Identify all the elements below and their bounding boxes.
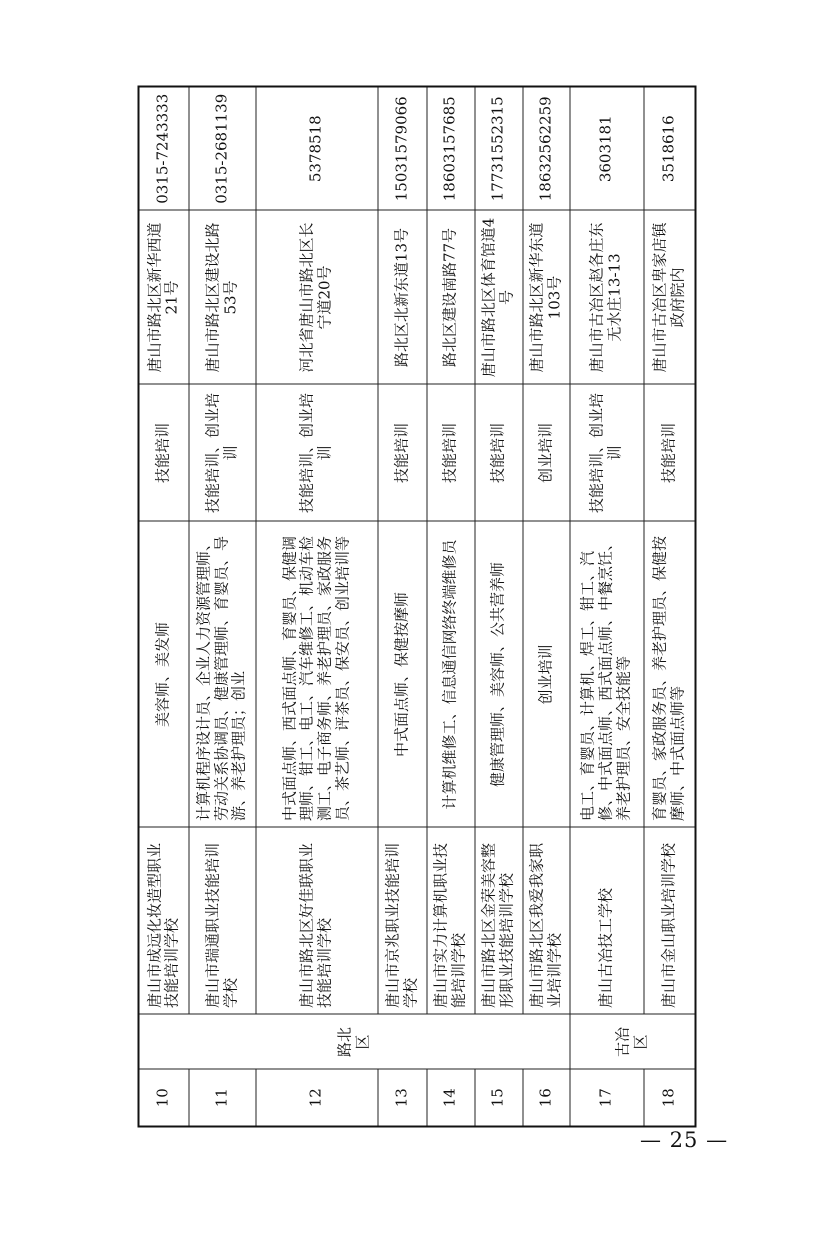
training-occupations: 健康管理师、美容师、公共营养师 [474,521,522,827]
table-row [188,86,255,1126]
table-row [522,86,569,1126]
training-occupations: 计算机程序设计员、企业人力资源管理师、劳动关系协调员、健康管理师、育婴员、导游、养老护理员；创业 [188,521,255,827]
training-institutions-table [137,85,696,1127]
phone-number: 18632562259 [522,86,569,210]
training-type: 技能培训 [426,384,474,521]
table-row [426,86,474,1126]
address: 路北区建设南路77号 [426,210,474,384]
phone-number: 17731552315 [474,86,522,210]
address: 唐山市路北区建设北路53号 [188,210,255,384]
training-occupations: 创业培训 [522,521,569,827]
training-type: 技能培训 [474,384,522,521]
training-type: 技能培训 [377,384,426,521]
institution-name: 唐山市成远化妆造型职业技能培训学校 [138,827,188,1014]
training-type: 技能培训 [643,384,695,521]
institution-name: 唐山市实力计算机职业技能培训学校 [426,827,474,1014]
training-occupations: 育婴员、家政服务员、养老护理员、保健按摩师、中式面点师等 [643,521,695,827]
training-type: 技能培训、创业培训 [255,384,377,521]
institution-name: 唐山市金山职业培训学校 [643,827,695,1014]
phone-number: 0315-7243333 [138,86,188,210]
training-type: 技能培训、创业培训 [188,384,255,521]
page-number: — 25 — [640,1128,729,1152]
address: 河北省唐山市路北区长宁道20号 [255,210,377,384]
address: 路北区北新东道13号 [377,210,426,384]
table-row [474,86,522,1126]
institution-name: 唐山市路北区金荣美容整形职业技能培训学校 [474,827,522,1014]
district-lubei: 路北区 [335,1026,371,1057]
training-type: 创业培训 [522,384,569,521]
table-row [138,86,188,1126]
row-number: 12 [255,1069,377,1126]
institution-name: 唐山古冶技工学校 [569,827,643,1014]
phone-number: 3603181 [569,86,643,210]
address: 唐山市古冶区赵各庄东无水庄13-13 [569,210,643,384]
address: 唐山市古冶区卑家店镇政府院内 [643,210,695,384]
training-type: 技能培训、创业培训 [569,384,643,521]
row-number: 16 [522,1069,569,1126]
institution-name: 唐山市京兆职业技能培训学校 [377,827,426,1014]
training-type: 技能培训 [138,384,188,521]
training-occupations: 中式面点师、西式面点师、育婴员、保健调理师、钳工、电工、汽车维修工、机动车检测工、电子商务师、养老护理员、家政服务员、茶艺师、评茶员、保安员、创业培训等 [255,521,377,827]
table-row [569,86,643,1126]
training-occupations: 电工、育婴员、计算机、焊工、钳工、汽修、中式面点师、西式面点师、中餐烹饪、养老护理员、安全技能等 [569,521,643,827]
table-row [255,86,377,1126]
training-occupations: 计算机维修工、信息通信网络终端维修员 [426,521,474,827]
row-number: 10 [138,1069,188,1126]
address: 唐山市路北区新华东道103号 [522,210,569,384]
phone-number: 18603157685 [426,86,474,210]
row-number: 14 [426,1069,474,1126]
district-guye: 古冶区 [613,1026,649,1057]
institution-name: 唐山市路北区我爱我家职业培训学校 [522,827,569,1014]
district-cell [569,1014,695,1069]
training-occupations: 美容师、美发师 [138,521,188,827]
table-row [643,86,695,1126]
phone-number: 15031579066 [377,86,426,210]
training-occupations: 中式面点师、保健按摩师 [377,521,426,827]
phone-number: 0315-2681139 [188,86,255,210]
phone-number: 5378518 [255,86,377,210]
institution-name: 唐山市路北区好佳联职业技能培训学校 [255,827,377,1014]
row-number: 18 [643,1069,695,1126]
table-row [377,86,426,1126]
address: 唐山市路北区体育馆道4号 [474,210,522,384]
institution-name: 唐山市瑞通职业技能培训学校 [188,827,255,1014]
rotated-table-container [137,87,694,1127]
district-cell [138,1014,569,1069]
row-number: 11 [188,1069,255,1126]
phone-number: 3518616 [643,86,695,210]
row-number: 15 [474,1069,522,1126]
address: 唐山市路北区新华西道21号 [138,210,188,384]
row-number: 13 [377,1069,426,1126]
row-number: 17 [569,1069,643,1126]
